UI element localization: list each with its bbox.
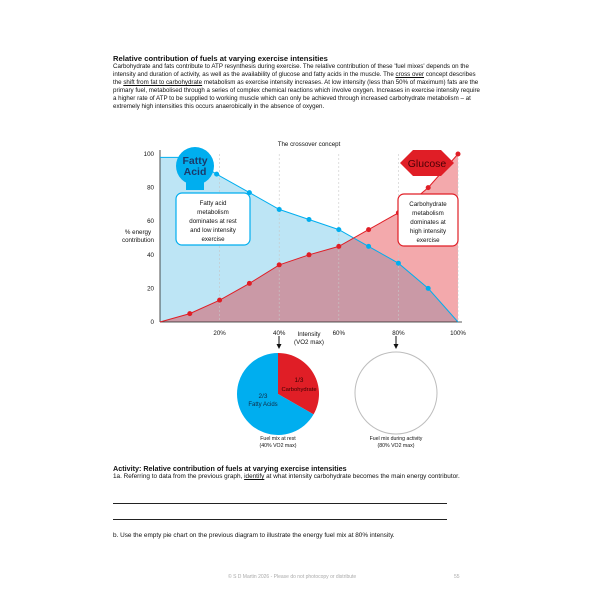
y-tick-label: 60 <box>147 218 154 226</box>
y-tick-label: 100 <box>143 151 154 158</box>
q1-text-post: at what intensity carbohydrate becomes the main energy contributor. <box>264 473 460 480</box>
x-axis-label: Intensity (VO2 max) <box>294 331 324 346</box>
answer-line-2 <box>113 519 447 520</box>
carbohydrate-data-point <box>366 227 371 232</box>
y-tick-label: 40 <box>147 251 154 259</box>
carbohydrate-data-point <box>336 244 341 249</box>
intro-text-1: Carbohydrate and fats contribute to ATP resynthesis during exercise. The relative contribution of these 'fuel mixes' depends on the intensity and duration of activity, as well as the availability of glucose and fatty acids in the muscle. The <box>113 63 469 78</box>
y-tick-label: 80 <box>147 184 154 192</box>
carbohydrate-data-point <box>426 185 431 190</box>
intro-term-shift: shift from fat to carbohydrate <box>123 79 203 86</box>
carbohydrate-data-point <box>307 252 312 257</box>
intro-term-crossover: cross over <box>395 71 425 78</box>
q1-term-identify: identify <box>244 473 265 480</box>
pie-label-fatty-acids-fraction: 2/3 <box>258 393 268 400</box>
question-1a <box>113 473 485 481</box>
arrow-80-head <box>394 344 399 349</box>
fat-data-point <box>307 217 312 222</box>
copyright-notice: © S D Martin 2026 - Please do not photocopy or distribute <box>228 574 357 580</box>
fatty-acid-badge-label: Fatty Acid <box>182 155 208 178</box>
chart-title: The crossover concept <box>277 141 341 148</box>
carbohydrate-data-point <box>277 262 282 267</box>
page-number: 55 <box>454 574 460 580</box>
x-tick-label: 80% <box>392 330 405 337</box>
x-tick-label: 100% <box>450 330 466 337</box>
carbohydrate-data-point <box>456 152 461 157</box>
fat-data-point <box>396 261 401 266</box>
fat-annotation-text: Fatty acid metabolism dominates at rest and low intensity exercise <box>189 200 237 243</box>
answer-line-1 <box>113 503 447 504</box>
glucose-badge-label: Glucose <box>407 158 447 170</box>
x-tick-label: 60% <box>332 330 345 337</box>
fat-data-point <box>426 286 431 291</box>
fatty-acid-badge-stem <box>186 182 204 190</box>
y-axis-label: % energy contribution <box>122 229 154 244</box>
pie-label-fatty-acids-name: Fatty Acids <box>248 402 278 408</box>
pie-label-carbohydrate-fraction: 1/3 <box>294 377 304 384</box>
fat-data-point <box>366 244 371 249</box>
fat-data-point <box>214 172 219 177</box>
y-tick-label: 0 <box>150 319 154 326</box>
fat-data-point <box>277 207 282 212</box>
pie-activity-empty <box>355 352 437 434</box>
intro-text-2: concept describes the <box>113 71 476 86</box>
carbohydrate-data-point <box>217 298 222 303</box>
intro-text-3: metabolism as exercise intensity increases. At low intensity (less than 50% of maximum) fats are the primary fuel, metabolised through a series of complex chemical reactions which involve oxygen. Increases in exercise intensity require a higher rate of ATP to be supplied to working muscle which can only be achieved through increased carbohydrate metabolism – at extremely high intensities this occurs anaerobically in the absence of oxygen. <box>113 79 480 110</box>
pie-rest-caption: Fuel mix at rest (40% VO2 max) <box>259 436 297 449</box>
arrow-40-head <box>277 344 282 349</box>
question-1b: b. Use the empty pie chart on the previous diagram to illustrate the energy fuel mix at 80% intensity. <box>113 532 395 539</box>
carbohydrate-data-point <box>187 311 192 316</box>
q1-text-pre: 1a. Referring to data from the previous graph, <box>113 473 245 480</box>
pie-label-carbohydrate-name: Carbohydrate <box>281 387 317 393</box>
carbohydrate-data-point <box>247 281 252 286</box>
pie-activity-caption: Fuel mix during activity (80% VO2 max) <box>369 436 423 449</box>
x-tick-label: 20% <box>213 330 226 337</box>
activity-title: Activity: Relative contribution of fuels at varying exercise intensities <box>113 464 347 473</box>
carbohydrate-annotation-text: Carbohydrate metabolism dominates at high intensity exercise <box>409 201 447 244</box>
page-title: Relative contribution of fuels at varying exercise intensities <box>113 54 328 63</box>
fat-data-point <box>336 227 341 232</box>
y-tick-label: 20 <box>147 285 154 293</box>
x-tick-label: 40% <box>273 330 286 337</box>
